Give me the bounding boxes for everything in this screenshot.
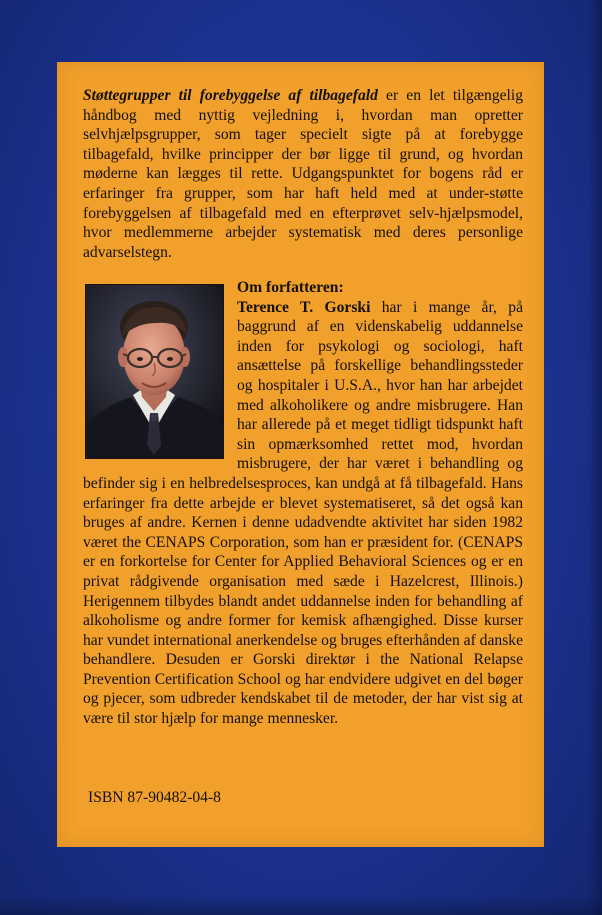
about-body: har i mange år, på baggrund af en videnskabelig uddannelse inden for psykologi og sociologi, haft ansættelse på forskellige behandlingssteder og hospitaler i U.S.A., hvor han har arbejdet med alkoholikere og andre misbrugere. Han har allerede på et meget tidligt tidspunkt haft sin opmærksomhed rettet mod, hvordan misbrugere, der har været i behandling og befinder sig i en helbredelsesproces, kan undgå at få tilbagefald. Hans erfaringer fra dette arbejde er blevet systematiseret, så det også kan bruges af andre. Kernen i denne udadvendte aktivitet har siden 1982 været the CENAPS Corporation, som han er præsident for. (CENAPS er en forkortelse for Center for Applied Behavioral Sciences og er en privat rådgivende organisation med sæde i Hazelcrest, Illinois.) Herigennem tilbydes blandt andet uddannelse inden for behandling af alkoholisme og andre former for kemisk afhængighed. Disse kurser har vundet international anerkendelse og bruges efterhånden af danske behandlere. Desuden er Gorski direktør i the National Relapse Prevention Certification School og har endvidere udgivet en del bøger og pjecer, som udbreder kendskabet til de metoder, der har vist sig at være til stor hjælp for mange mennesker. — [83, 298, 523, 728]
about-author-section — [83, 278, 523, 729]
isbn: ISBN 87-90482-04-8 — [88, 789, 221, 806]
text-panel — [57, 62, 544, 847]
intro-body: er en let tilgængelig håndbog med nyttig vejledning i, hvordan man opretter selvhjælpsgrupper, som tager specielt sigte på at forebygge tilbagefald, hvilke principper der bør ligge til grund, og hvordan møderne kan lægges til rette. Udgangspunktet for bogens råd er erfaringer fra grupper, som har haft held med at under-støtte forebyggelsen af tilbagefald med en efterprøvet selv-hjælpsmodel, hvor medlemmerne arbejder systematisk med deres personlige advarselstegn. — [83, 87, 523, 261]
cover-edge-shadow — [588, 0, 602, 915]
book-title: Støttegrupper til forebyggelse af tilbagefald — [83, 87, 378, 104]
photo-text-wrap-spacer — [83, 278, 237, 456]
cover-bottom-shadow — [0, 895, 602, 915]
intro-paragraph — [83, 86, 523, 262]
author-name: Terence T. Gorski — [237, 298, 371, 316]
about-heading: Om forfatteren: — [237, 279, 344, 296]
